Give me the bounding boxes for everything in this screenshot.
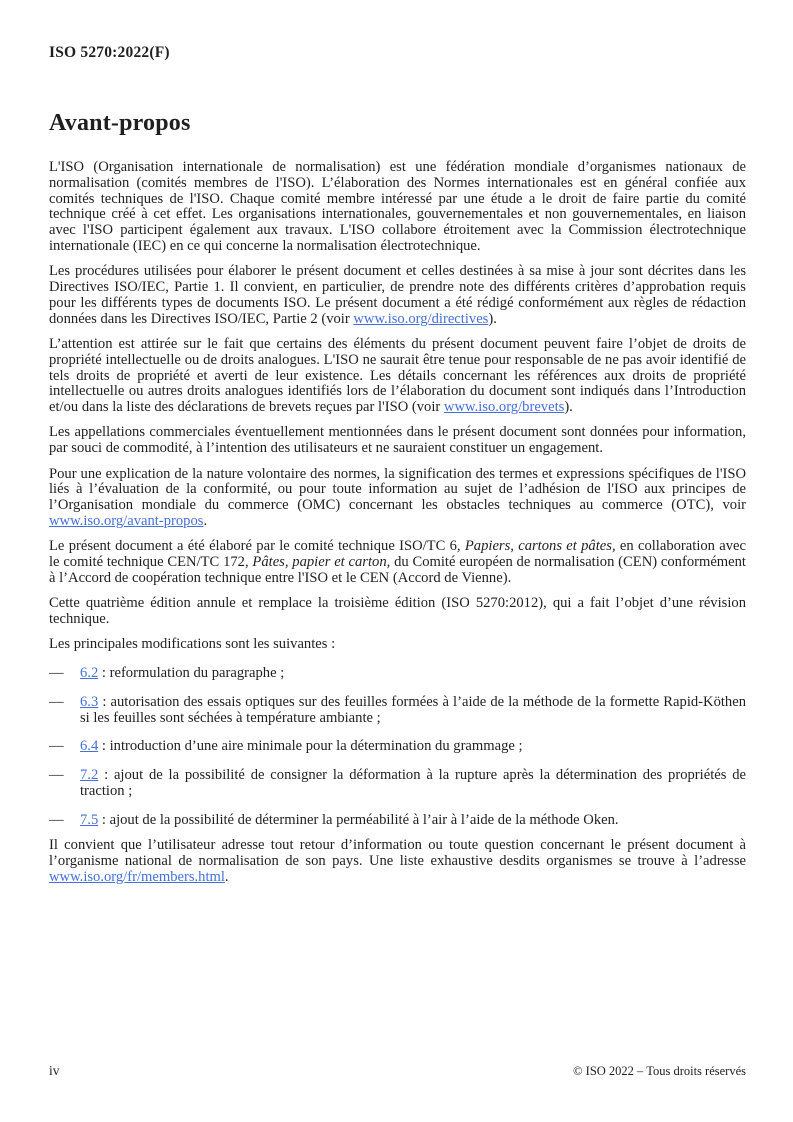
copyright-notice: © ISO 2022 – Tous droits réservés — [573, 1064, 746, 1078]
page-title: Avant-propos — [49, 110, 191, 136]
inline-link[interactable]: 6.3 — [80, 693, 99, 710]
page-number: iv — [49, 1063, 60, 1078]
list-item — [49, 768, 746, 800]
inline-link[interactable]: 6.4 — [80, 738, 99, 755]
list-item — [49, 739, 746, 755]
document-body — [49, 160, 746, 885]
paragraph — [49, 467, 746, 530]
text-segment: ). — [488, 310, 497, 327]
text-segment: : ajout de la possibilité de consigner la déformation à la rupture après la détermination des propriétés de traction ; — [80, 767, 746, 799]
paragraph — [49, 264, 746, 327]
inline-link[interactable]: www.iso.org/directives — [353, 310, 489, 327]
list-dash: — — [49, 738, 64, 755]
page-content — [49, 44, 746, 885]
text-segment: L'ISO (Organisation internationale de normalisation) est une fédération mondiale d’organismes nationaux de normalisation (comités membres de l'ISO). L’élaboration des Normes internationales est en général confiée aux comités techniques de l'ISO. Chaque comité membre intéressé par une étude a le droit de faire partie du comité technique créé à cet effet. Les organisations internationales, gouvernementales et non gouvernementales, en liaison avec l'ISO participent également aux travaux. L'ISO collabore étroitement avec la Commission électrotechnique internationale (IEC) en ce qui concerne la normalisation électrotechnique. — [49, 159, 746, 254]
text-segment: Les appellations commerciales éventuellement mentionnées dans le présent document sont données pour information, par souci de commodité, à l’intention des utilisateurs et ne sauraient constituer un engagement. — [49, 424, 746, 457]
paragraph — [49, 596, 746, 628]
text-segment: L’attention est attirée sur le fait que certains des éléments du présent document peuvent faire l’objet de droits de propriété intellectuelle ou de droits analogues. L'ISO ne saurait être tenue pour responsable de ne pas avoir identifié de tels droits de propriété et averti de leur existence. Les détails concernant les références aux droits de propriété intellectuelle ou autres droits analogues identifiés lors de l’élaboration du document sont indiqués dans l’Introduction et/ou dans la liste des déclarations de brevets reçues par l'ISO (voir — [49, 335, 746, 416]
text-segment: ). — [564, 399, 573, 416]
list-dash: — — [49, 693, 64, 710]
text-segment: en collaboration avec le comité technique CEN/TC 172, — [49, 538, 746, 571]
text-segment: : reformulation du paragraphe ; — [98, 665, 285, 682]
text-segment: Il convient que l’utilisateur adresse tout retour d’information ou toute question concernant le présent document à l’organisme national de normalisation de son pays. Une liste exhaustive desdits organismes se trouve à l’adresse — [49, 837, 746, 869]
paragraph — [49, 838, 746, 885]
inline-link[interactable]: www.iso.org/fr/members.html — [49, 868, 225, 885]
text-segment: . — [203, 512, 208, 529]
text-segment: Les principales modifications sont les suivantes : — [49, 636, 336, 653]
paragraph — [49, 337, 746, 416]
list-item — [49, 695, 746, 727]
inline-link[interactable]: www.iso.org/brevets — [443, 399, 565, 416]
inline-link[interactable]: www.iso.org/avant-propos — [49, 512, 204, 529]
inline-link[interactable]: 6.2 — [80, 665, 99, 682]
text-segment: . — [224, 868, 229, 885]
paragraph — [49, 539, 746, 586]
paragraph — [49, 160, 746, 255]
page-footer — [49, 1063, 746, 1079]
paragraph — [49, 637, 746, 653]
list-dash: — — [49, 811, 64, 828]
text-segment: : ajout de la possibilité de déterminer la perméabilité à l’air à l’aide de la méthode Oken. — [98, 811, 619, 828]
list-dash: — — [49, 665, 64, 682]
inline-link[interactable]: 7.2 — [80, 767, 99, 784]
text-segment: Cette quatrième édition annule et remplace la troisième édition (ISO 5270:2012), qui a fait l’objet d’une révision technique. — [49, 595, 746, 627]
text-segment: Les procédures utilisées pour élaborer le présent document et celles destinées à sa mise à jour sont décrites dans les Directives ISO/IEC, Partie 1. Il convient, en particulier, de prendre note des différents critères d’approbation requis pour les différents types de documents ISO. Le présent document a été rédigé conformément aux règles de rédaction données dans les Directives ISO/IEC, Partie 2 (voir — [49, 263, 746, 327]
text-segment: Le présent document a été élaboré par le comité technique ISO/TC 6, — [49, 538, 465, 555]
paragraph — [49, 425, 746, 457]
text-segment: : introduction d’une aire minimale pour la détermination du grammage ; — [98, 738, 523, 755]
list-item — [49, 813, 746, 829]
italic-segment: Pâtes, papier et carton, — [252, 554, 391, 571]
document-reference: ISO 5270:2022(F) — [49, 44, 170, 61]
list-item — [49, 666, 746, 682]
text-segment: : autorisation des essais optiques sur des feuilles formées à l’aide de la méthode de la formette Rapid-Köthen si les feuilles sont séchées à température ambiante ; — [80, 693, 746, 726]
text-segment: du Comité européen de normalisation (CEN) conformément à l’Accord de coopération technique entre l'ISO et le CEN (Accord de Vienne). — [49, 554, 746, 586]
text-segment: Pour une explication de la nature volontaire des normes, la signification des termes et expressions spécifiques de l'ISO liés à l’évaluation de la conformité, ou pour toute information au sujet de l’adhésion de l'ISO aux principes de l’Organisation mondiale du commerce (OMC) concernant les obstacles techniques au commerce (OTC), voir — [49, 465, 746, 514]
list-dash: — — [49, 767, 64, 784]
italic-segment: Papiers, cartons et pâtes, — [464, 538, 616, 555]
inline-link[interactable]: 7.5 — [80, 811, 99, 828]
